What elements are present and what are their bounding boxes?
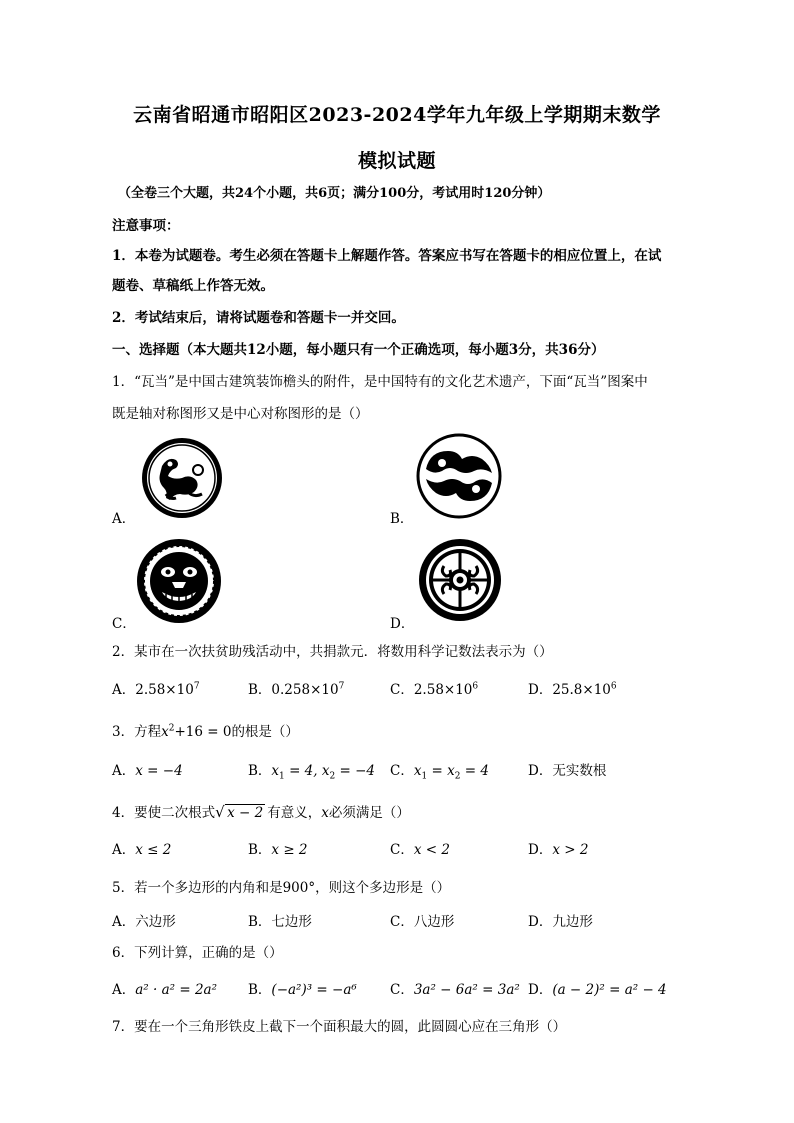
cloud-tile-icon <box>416 433 502 519</box>
q6-option-a: A．a² · a² = 2a² <box>112 982 217 998</box>
notice-item-2: 2．考试结束后，请将试题卷和答题卡一并交回。 <box>112 310 405 326</box>
q4-option-c: C．x < 2 <box>390 842 450 858</box>
exam-title: 云南省昭通市昭阳区2023-2024学年九年级上学期期末数学 <box>133 104 661 126</box>
q5-option-d: D．九边形 <box>528 914 593 930</box>
concentric-tile-icon <box>418 538 502 622</box>
exam-subtitle: （全卷三个大题，共24个小题，共6页；满分100分，考试用时120分钟） <box>118 186 551 201</box>
q4-stem: 4．要使二次根式 √ x − 2 有意义，x必须满足（） <box>112 803 410 821</box>
q2-stem: 2．某市在一次扶贫助残活动中，共捐款元．将数用科学记数法表示为（） <box>112 644 553 660</box>
q1-option-a-label: A． <box>112 511 136 527</box>
q5-stem: 5．若一个多边形的内角和是900°，则这个多边形是（） <box>112 880 451 896</box>
tiger-tile-icon <box>140 436 224 520</box>
q5-option-c: C．八边形 <box>390 914 455 930</box>
q4-option-b: B．x ≥ 2 <box>248 842 308 858</box>
q2-option-b: B．$0.258\times 10^7$ <box>248 681 345 698</box>
section-1-heading: 一、选择题（本大题共12小题，每小题只有一个正确选项，每小题3分，共36分） <box>112 342 605 358</box>
exam-title-line2: 模拟试题 <box>357 150 436 172</box>
q2-option-c: C．$2.58\times 10^6$ <box>390 681 479 698</box>
q7-stem: 7．要在一个三角形铁皮上截下一个面积最大的圆，此圆圆心应在三角形（） <box>112 1019 567 1035</box>
q4-option-d: D．x > 2 <box>528 842 589 858</box>
q5-option-b: B．七边形 <box>248 914 312 930</box>
q6-option-d: D．(a − 2)² = a² − 4 <box>528 982 667 998</box>
q1-stem-line1: 1．“瓦当”是中国古建筑装饰檐头的附件，是中国特有的文化艺术遗产，下面“瓦当”图案中 <box>112 374 648 390</box>
sqrt-expression: √ x − 2 <box>215 803 264 821</box>
q3-option-c: C．$x_1 = x_2 = 4$ <box>390 763 489 782</box>
q6-stem: 6．下列计算，正确的是（） <box>112 945 283 961</box>
notice-item-1-line2: 题卷、草稿纸上作答无效。 <box>112 278 274 294</box>
q4-option-a: A．x ≤ 2 <box>112 842 172 858</box>
q2-option-a: A．$2.58\times 10^7$ <box>112 681 200 698</box>
q1-stem-line2: 既是轴对称图形又是中心对称图形的是（） <box>112 406 369 422</box>
q3-option-d: D．无实数根 <box>528 763 607 779</box>
q1-option-d-label: D． <box>390 616 415 632</box>
q1-option-b-label: B． <box>390 511 414 527</box>
q3-stem: 3．方程$x^2+16 = 0$的根是（） <box>112 723 299 740</box>
notice-heading: 注意事项： <box>112 218 180 234</box>
notice-item-1-line1: 1．本卷为试题卷。考生必须在答题卡上解题作答。答案应书写在答题卡的相应位置上，在试 <box>112 248 662 264</box>
beast-face-tile-icon <box>136 538 222 624</box>
q3-option-b: B．$x_1 = 4$, $x_2 = -4$ <box>248 763 375 782</box>
q1-option-c-label: C． <box>112 616 136 632</box>
q6-option-b: B．(−a²)³ = −a⁶ <box>248 982 357 998</box>
q2-option-d: D．$25.8\times 10^6$ <box>528 681 617 698</box>
q3-option-a: A．x = −4 <box>112 763 183 779</box>
q5-option-a: A．六边形 <box>112 914 176 930</box>
q6-option-c: C．3a² − 6a² = 3a² <box>390 982 520 998</box>
